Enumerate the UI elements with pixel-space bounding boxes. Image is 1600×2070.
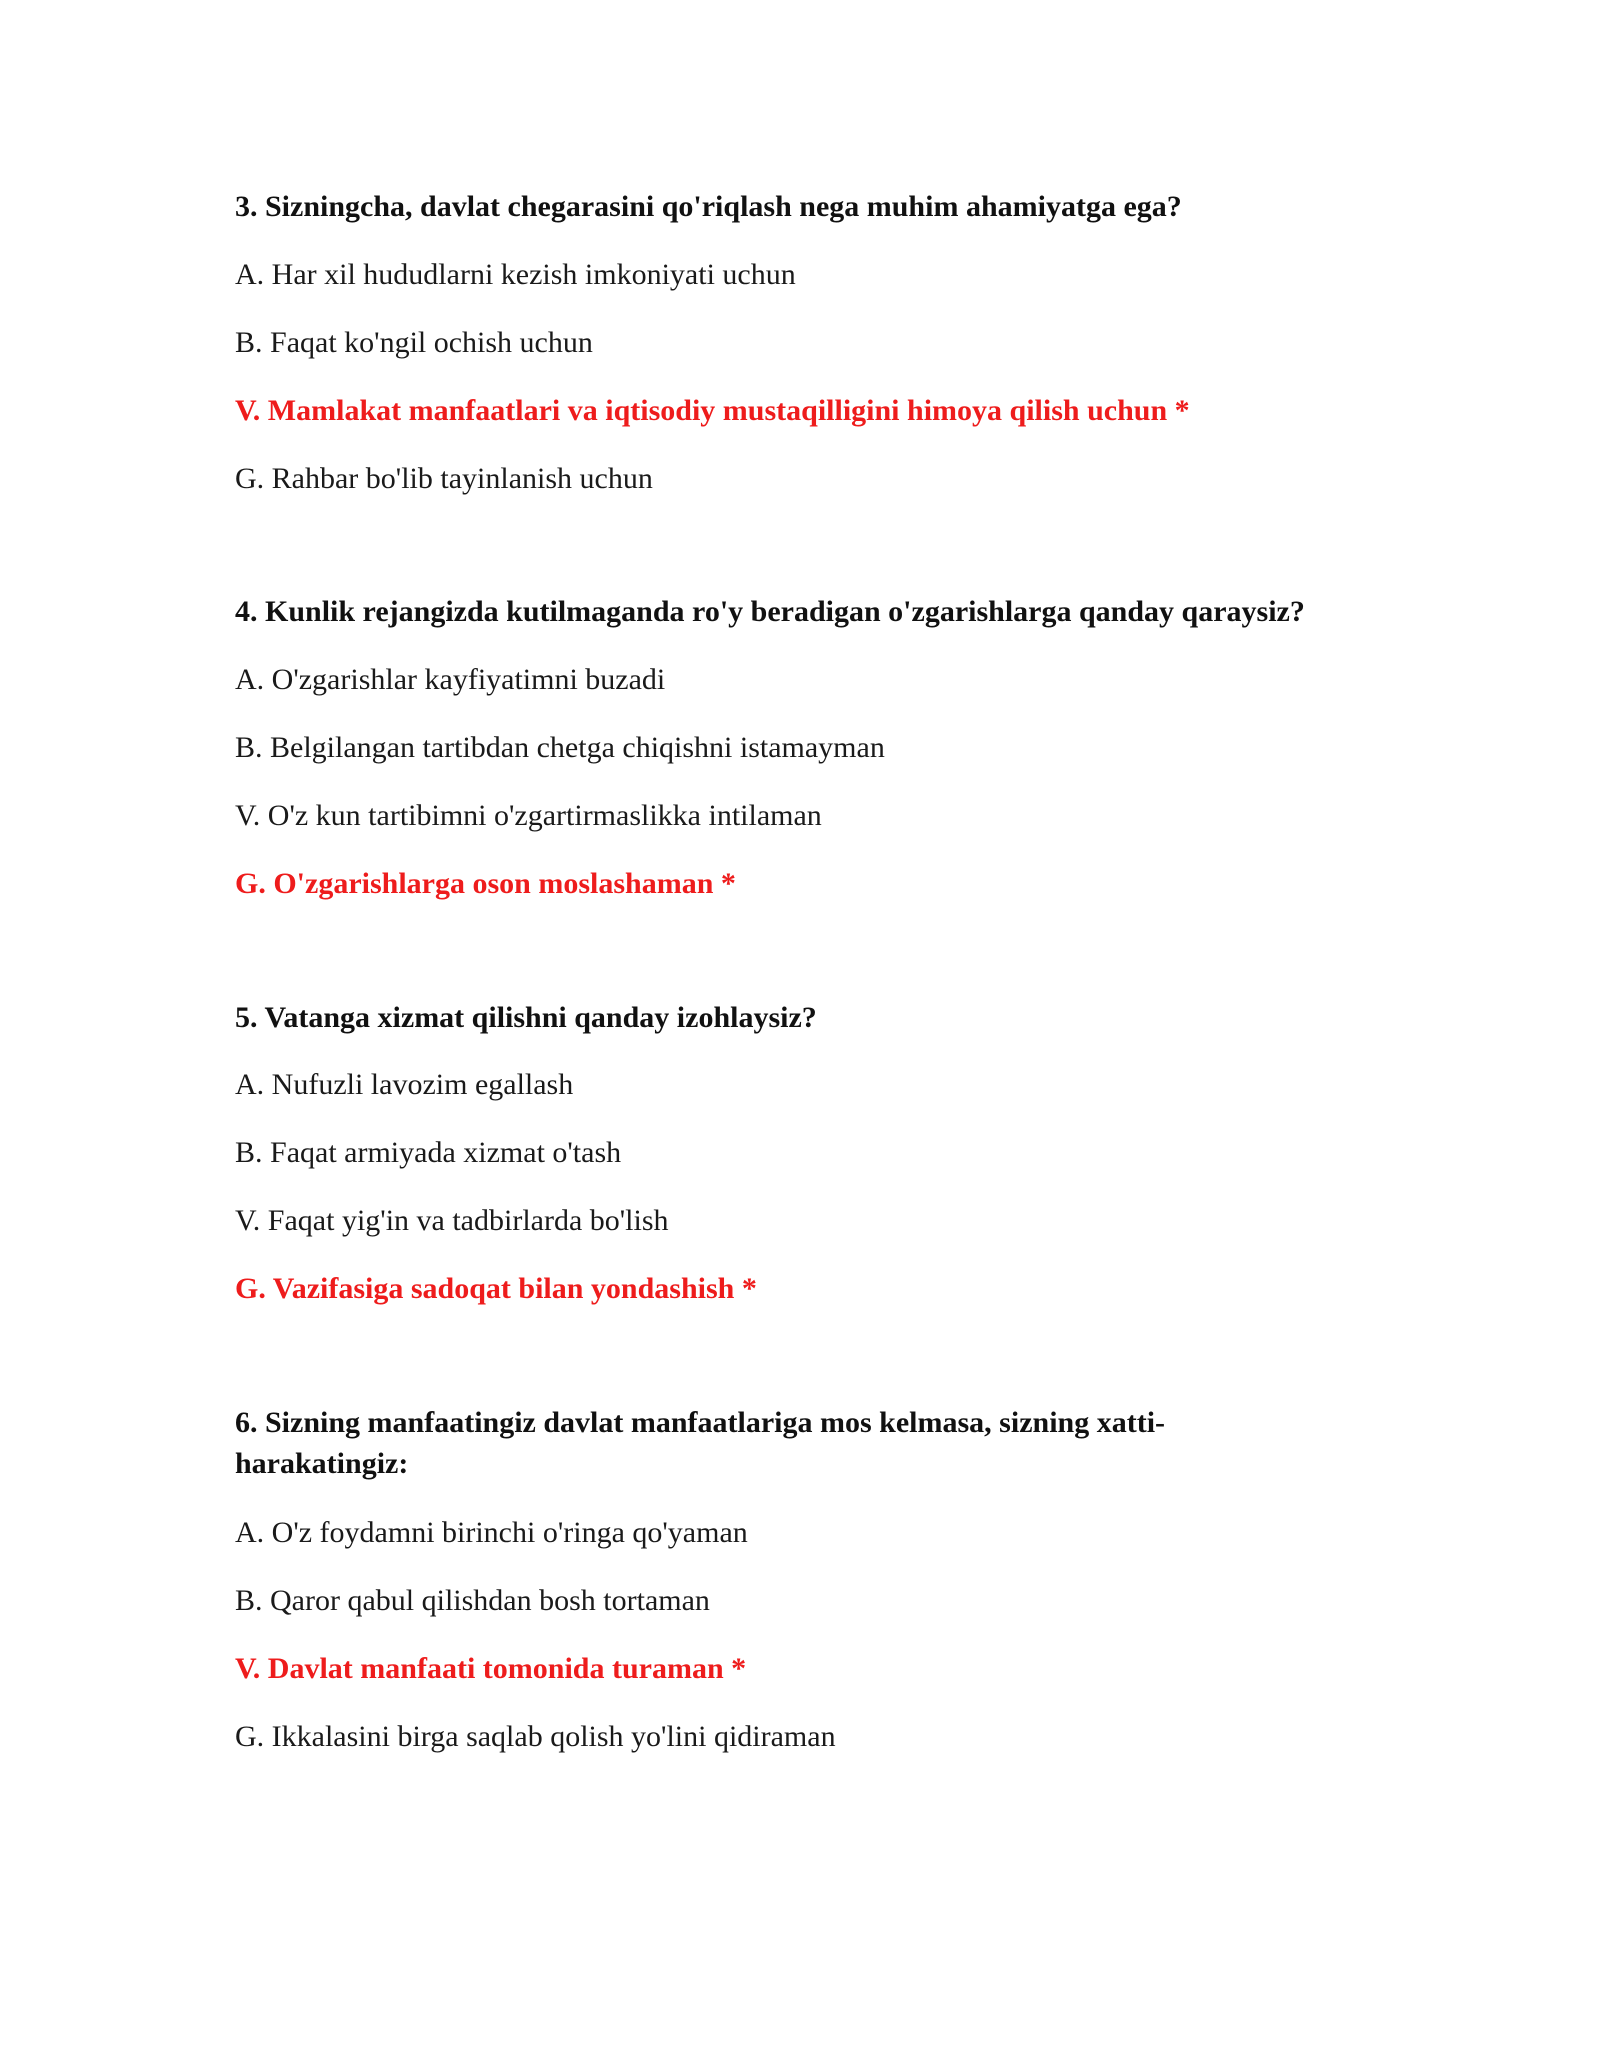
question-4 <box>235 591 1395 900</box>
option-a: A. Har xil hududlarni kezish imkoniyati uchun <box>235 258 796 291</box>
option-a: A. O'zgarishlar kayfiyatimni buzadi <box>235 663 666 696</box>
option-g-correct: G. Vazifasiga sadoqat bilan yondashish * <box>235 1272 757 1305</box>
option-a: A. O'z foydamni birinchi o'ringa qo'yaman <box>235 1516 748 1549</box>
option-g: G. Rahbar bo'lib tayinlanish uchun <box>235 462 653 495</box>
option-v: V. O'z kun tartibimni o'zgartirmaslikka intilaman <box>235 799 822 832</box>
question-title-line-2: harakatingiz: <box>235 1447 409 1480</box>
option-v-correct: V. Davlat manfaati tomonida turaman * <box>235 1652 747 1685</box>
option-b: B. Qaror qabul qilishdan bosh tortaman <box>235 1584 710 1617</box>
option-b: B. Belgilangan tartibdan chetga chiqishni istamayman <box>235 731 885 764</box>
question-title: 4. Kunlik rejangizda kutilmaganda ro'y beradigan o'zgarishlarga qanday qaraysiz? <box>235 595 1305 628</box>
option-g-correct: G. O'zgarishlarga oson moslashaman * <box>235 867 736 900</box>
option-a: A. Nufuzli lavozim egallash <box>235 1068 574 1101</box>
question-title: 3. Sizningcha, davlat chegarasini qo'riqlash nega muhim ahamiyatga ega? <box>235 190 1182 223</box>
option-b: B. Faqat armiyada xizmat o'tash <box>235 1136 622 1169</box>
question-3 <box>235 186 1395 495</box>
question-5 <box>235 997 1395 1305</box>
option-g: G. Ikkalasini birga saqlab qolish yo'lini qidiraman <box>235 1720 836 1753</box>
option-v-correct: V. Mamlakat manfaatlari va iqtisodiy mustaqilligini himoya qilish uchun * <box>235 394 1190 427</box>
option-v: V. Faqat yig'in va tadbirlarda bo'lish <box>235 1204 669 1237</box>
option-b: B. Faqat ko'ngil ochish uchun <box>235 326 593 359</box>
question-6 <box>235 1402 1395 1753</box>
question-title-line-1: 6. Sizning manfaatingiz davlat manfaatlariga mos kelmasa, sizning xatti- <box>235 1406 1166 1439</box>
question-title: 5. Vatanga xizmat qilishni qanday izohlaysiz? <box>235 1001 817 1034</box>
